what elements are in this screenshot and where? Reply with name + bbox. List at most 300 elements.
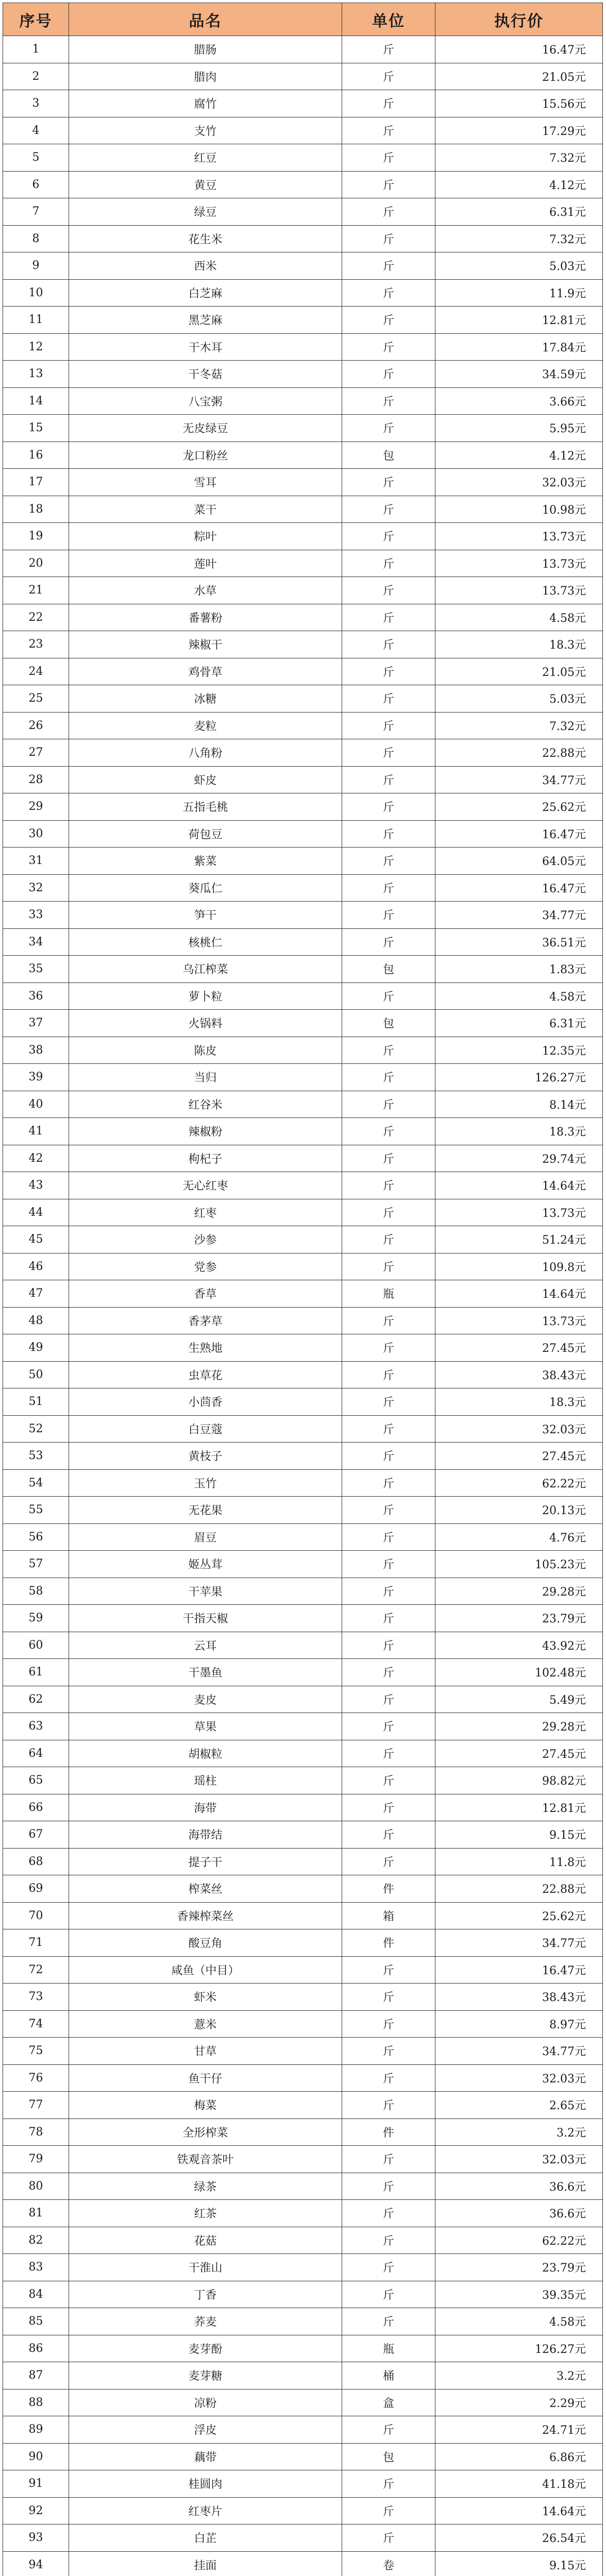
row-product-name: 粽叶 [69, 523, 342, 550]
row-unit: 斤 [342, 2497, 435, 2524]
row-price: 16.47元 [435, 820, 603, 848]
row-product-name: 干淮山 [69, 2254, 342, 2281]
table-row [3, 1253, 603, 1280]
row-product-name: 西米 [69, 252, 342, 280]
row-unit: 斤 [342, 307, 435, 334]
header-price: 执行价 [435, 3, 603, 36]
table-row [3, 1199, 603, 1226]
row-product-name: 浮皮 [69, 2416, 342, 2444]
row-product-name: 干冬菇 [69, 361, 342, 388]
row-unit: 件 [342, 2119, 435, 2146]
row-unit: 斤 [342, 2254, 435, 2281]
row-index: 81 [3, 2200, 69, 2227]
row-unit: 桶 [342, 2362, 435, 2389]
row-product-name: 当归 [69, 1064, 342, 1091]
row-unit: 包 [342, 2443, 435, 2470]
row-unit: 包 [342, 1010, 435, 1037]
row-product-name: 枸杞子 [69, 1145, 342, 1172]
row-price: 8.14元 [435, 1091, 603, 1118]
row-price: 17.29元 [435, 117, 603, 144]
row-unit: 斤 [342, 874, 435, 902]
row-unit: 斤 [342, 1064, 435, 1091]
table-row [3, 2335, 603, 2362]
table-row [3, 1010, 603, 1037]
row-product-name: 龙口粉丝 [69, 442, 342, 469]
row-unit: 斤 [342, 171, 435, 198]
row-product-name: 红谷米 [69, 1091, 342, 1118]
row-unit: 件 [342, 1929, 435, 1957]
row-index: 45 [3, 1226, 69, 1253]
row-price: 34.77元 [435, 2038, 603, 2065]
table-row [3, 2416, 603, 2444]
table-row [3, 577, 603, 604]
row-index: 58 [3, 1578, 69, 1605]
header-unit: 单位 [342, 3, 435, 36]
row-unit: 斤 [342, 982, 435, 1010]
row-product-name: 干指天椒 [69, 1605, 342, 1632]
row-unit: 斤 [342, 117, 435, 144]
table-row [3, 2443, 603, 2470]
row-product-name: 全形榨菜 [69, 2119, 342, 2146]
row-product-name: 藕带 [69, 2443, 342, 2470]
row-index: 86 [3, 2335, 69, 2362]
row-index: 59 [3, 1605, 69, 1632]
row-index: 35 [3, 956, 69, 983]
row-index: 2 [3, 63, 69, 90]
row-unit: 斤 [342, 1037, 435, 1064]
row-index: 33 [3, 902, 69, 929]
table-row [3, 2308, 603, 2335]
row-index: 88 [3, 2389, 69, 2416]
row-price: 21.05元 [435, 658, 603, 685]
row-unit: 斤 [342, 333, 435, 361]
row-price: 5.95元 [435, 415, 603, 442]
row-price: 29.28元 [435, 1713, 603, 1740]
table-row [3, 604, 603, 631]
row-product-name: 榨菜丝 [69, 1875, 342, 1903]
row-product-name: 红豆 [69, 144, 342, 172]
row-unit: 斤 [342, 2308, 435, 2335]
row-index: 91 [3, 2470, 69, 2498]
row-price: 126.27元 [435, 1064, 603, 1091]
row-unit: 斤 [342, 577, 435, 604]
row-price: 5.03元 [435, 685, 603, 713]
row-index: 23 [3, 631, 69, 658]
row-price: 62.22元 [435, 2227, 603, 2254]
row-unit: 斤 [342, 1091, 435, 1118]
table-row [3, 1226, 603, 1253]
row-index: 52 [3, 1415, 69, 1443]
row-index: 21 [3, 577, 69, 604]
row-product-name: 冰糖 [69, 685, 342, 713]
row-product-name: 辣椒干 [69, 631, 342, 658]
row-unit: 斤 [342, 387, 435, 415]
table-row [3, 225, 603, 252]
row-product-name: 无心红枣 [69, 1172, 342, 1199]
row-product-name: 白豆蔻 [69, 1415, 342, 1443]
row-unit: 斤 [342, 1118, 435, 1145]
row-price: 32.03元 [435, 1415, 603, 1443]
row-index: 93 [3, 2524, 69, 2552]
row-index: 24 [3, 658, 69, 685]
row-unit: 斤 [342, 928, 435, 956]
row-product-name: 萝卜粒 [69, 982, 342, 1010]
row-unit: 斤 [342, 766, 435, 793]
table-row [3, 956, 603, 983]
table-row [3, 1605, 603, 1632]
row-price: 11.9元 [435, 279, 603, 307]
row-price: 9.15元 [435, 2551, 603, 2576]
row-unit: 斤 [342, 496, 435, 523]
row-unit: 斤 [342, 1551, 435, 1578]
row-product-name: 生熟地 [69, 1334, 342, 1362]
row-price: 10.98元 [435, 496, 603, 523]
row-price: 41.18元 [435, 2470, 603, 2498]
table-row [3, 2389, 603, 2416]
row-index: 65 [3, 1767, 69, 1794]
table-header [3, 3, 603, 36]
row-unit: 斤 [342, 631, 435, 658]
row-price: 18.3元 [435, 1118, 603, 1145]
table-row [3, 1956, 603, 1984]
table-body [3, 36, 603, 2576]
row-unit: 斤 [342, 1361, 435, 1388]
row-unit: 斤 [342, 1794, 435, 1821]
row-index: 66 [3, 1794, 69, 1821]
row-index: 77 [3, 2092, 69, 2119]
row-unit: 斤 [342, 1740, 435, 1767]
row-index: 34 [3, 928, 69, 956]
row-price: 98.82元 [435, 1767, 603, 1794]
row-price: 17.84元 [435, 333, 603, 361]
row-index: 61 [3, 1659, 69, 1686]
row-product-name: 薏米 [69, 2010, 342, 2038]
row-price: 16.47元 [435, 36, 603, 63]
row-index: 14 [3, 387, 69, 415]
row-unit: 斤 [342, 712, 435, 739]
row-index: 47 [3, 1280, 69, 1308]
row-product-name: 雪耳 [69, 469, 342, 496]
row-price: 51.24元 [435, 1226, 603, 1253]
table-row [3, 1821, 603, 1849]
row-index: 67 [3, 1821, 69, 1849]
table-row [3, 1118, 603, 1145]
row-unit: 斤 [342, 685, 435, 713]
row-product-name: 火锅料 [69, 1010, 342, 1037]
row-product-name: 花菇 [69, 2227, 342, 2254]
row-index: 48 [3, 1307, 69, 1334]
table-row [3, 171, 603, 198]
header-index: 序号 [3, 3, 69, 36]
row-index: 57 [3, 1551, 69, 1578]
row-unit: 斤 [342, 1199, 435, 1226]
row-product-name: 笋干 [69, 902, 342, 929]
row-unit: 斤 [342, 1686, 435, 1713]
row-product-name: 乌江榨菜 [69, 956, 342, 983]
table-row [3, 2092, 603, 2119]
row-product-name: 菜干 [69, 496, 342, 523]
row-price: 11.8元 [435, 1848, 603, 1875]
row-price: 9.15元 [435, 1821, 603, 1849]
row-index: 11 [3, 307, 69, 334]
row-index: 79 [3, 2146, 69, 2173]
table-row [3, 1469, 603, 1497]
table-row [3, 2038, 603, 2065]
row-unit: 斤 [342, 1253, 435, 1280]
row-price: 14.64元 [435, 1280, 603, 1308]
row-product-name: 干苹果 [69, 1578, 342, 1605]
row-unit: 斤 [342, 1388, 435, 1416]
table-row [3, 1848, 603, 1875]
row-unit: 斤 [342, 90, 435, 117]
row-product-name: 云耳 [69, 1632, 342, 1659]
row-unit: 斤 [342, 469, 435, 496]
row-product-name: 草果 [69, 1713, 342, 1740]
row-price: 64.05元 [435, 848, 603, 875]
table-row [3, 2119, 603, 2146]
row-unit: 斤 [342, 279, 435, 307]
row-unit: 斤 [342, 2524, 435, 2552]
row-price: 3.2元 [435, 2362, 603, 2389]
table-row [3, 928, 603, 956]
row-index: 12 [3, 333, 69, 361]
row-price: 27.45元 [435, 1740, 603, 1767]
row-price: 7.32元 [435, 144, 603, 172]
row-price: 1.83元 [435, 956, 603, 983]
row-unit: 斤 [342, 848, 435, 875]
row-unit: 斤 [342, 2064, 435, 2092]
table-row [3, 252, 603, 280]
row-product-name: 鸡骨草 [69, 658, 342, 685]
row-price: 18.3元 [435, 631, 603, 658]
row-price: 22.88元 [435, 739, 603, 767]
row-index: 28 [3, 766, 69, 793]
row-price: 3.2元 [435, 2119, 603, 2146]
row-product-name: 眉豆 [69, 1523, 342, 1551]
row-product-name: 麦皮 [69, 1686, 342, 1713]
row-product-name: 白芷 [69, 2524, 342, 2552]
row-unit: 斤 [342, 1307, 435, 1334]
row-product-name: 白芝麻 [69, 279, 342, 307]
row-price: 32.03元 [435, 469, 603, 496]
row-product-name: 香辣榨菜丝 [69, 1902, 342, 1929]
row-unit: 斤 [342, 1605, 435, 1632]
row-price: 13.73元 [435, 577, 603, 604]
row-product-name: 海带结 [69, 1821, 342, 1849]
row-price: 5.03元 [435, 252, 603, 280]
row-unit: 斤 [342, 1956, 435, 1984]
row-unit: 斤 [342, 550, 435, 577]
row-product-name: 瑶柱 [69, 1767, 342, 1794]
row-unit: 斤 [342, 1497, 435, 1524]
row-index: 40 [3, 1091, 69, 1118]
table-row [3, 144, 603, 172]
row-product-name: 花生米 [69, 225, 342, 252]
row-product-name: 红枣 [69, 1199, 342, 1226]
row-price: 4.58元 [435, 982, 603, 1010]
row-unit: 包 [342, 442, 435, 469]
row-index: 6 [3, 171, 69, 198]
table-row [3, 1578, 603, 1605]
row-unit: 斤 [342, 1523, 435, 1551]
row-price: 4.76元 [435, 1523, 603, 1551]
row-unit: 斤 [342, 415, 435, 442]
row-price: 12.81元 [435, 307, 603, 334]
row-unit: 斤 [342, 793, 435, 821]
row-price: 16.47元 [435, 874, 603, 902]
row-price: 23.79元 [435, 2254, 603, 2281]
row-index: 3 [3, 90, 69, 117]
row-product-name: 绿茶 [69, 2173, 342, 2200]
row-product-name: 香茅草 [69, 1307, 342, 1334]
table-row [3, 2200, 603, 2227]
row-product-name: 荷包豆 [69, 820, 342, 848]
row-product-name: 支竹 [69, 117, 342, 144]
row-unit: 斤 [342, 1848, 435, 1875]
row-index: 1 [3, 36, 69, 63]
row-product-name: 八宝粥 [69, 387, 342, 415]
row-index: 17 [3, 469, 69, 496]
row-index: 80 [3, 2173, 69, 2200]
table-row [3, 1361, 603, 1388]
table-row [3, 63, 603, 90]
table-row [3, 739, 603, 767]
table-row [3, 1523, 603, 1551]
table-row [3, 361, 603, 388]
row-price: 43.92元 [435, 1632, 603, 1659]
row-index: 72 [3, 1956, 69, 1984]
row-price: 62.22元 [435, 1469, 603, 1497]
row-index: 38 [3, 1037, 69, 1064]
row-product-name: 黄豆 [69, 171, 342, 198]
row-price: 4.58元 [435, 2308, 603, 2335]
row-unit: 斤 [342, 36, 435, 63]
row-unit: 斤 [342, 2092, 435, 2119]
row-unit: 斤 [342, 1713, 435, 1740]
table-row [3, 1551, 603, 1578]
row-index: 18 [3, 496, 69, 523]
row-unit: 斤 [342, 1632, 435, 1659]
row-product-name: 虾米 [69, 1984, 342, 2011]
row-index: 4 [3, 117, 69, 144]
row-index: 82 [3, 2227, 69, 2254]
table-row [3, 685, 603, 713]
row-price: 6.31元 [435, 198, 603, 226]
row-index: 51 [3, 1388, 69, 1416]
table-row [3, 1064, 603, 1091]
row-index: 41 [3, 1118, 69, 1145]
row-index: 22 [3, 604, 69, 631]
row-price: 25.62元 [435, 1902, 603, 1929]
table-row [3, 982, 603, 1010]
table-row [3, 2362, 603, 2389]
table-row [3, 1713, 603, 1740]
row-price: 14.64元 [435, 1172, 603, 1199]
row-index: 85 [3, 2308, 69, 2335]
row-product-name: 辣椒粉 [69, 1118, 342, 1145]
row-unit: 斤 [342, 2227, 435, 2254]
row-index: 71 [3, 1929, 69, 1957]
row-price: 2.65元 [435, 2092, 603, 2119]
row-unit: 斤 [342, 2281, 435, 2308]
row-index: 56 [3, 1523, 69, 1551]
table-row [3, 766, 603, 793]
row-price: 38.43元 [435, 1984, 603, 2011]
table-row [3, 36, 603, 63]
row-unit: 斤 [342, 1984, 435, 2011]
table-row [3, 820, 603, 848]
row-price: 13.73元 [435, 550, 603, 577]
table-row [3, 550, 603, 577]
table-row [3, 1091, 603, 1118]
table-row [3, 1388, 603, 1416]
table-row [3, 2524, 603, 2552]
row-unit: 包 [342, 956, 435, 983]
table-row [3, 1037, 603, 1064]
table-row [3, 1740, 603, 1767]
row-index: 32 [3, 874, 69, 902]
row-product-name: 麦粒 [69, 712, 342, 739]
row-product-name: 梅菜 [69, 2092, 342, 2119]
table-row [3, 2064, 603, 2092]
row-index: 50 [3, 1361, 69, 1388]
row-product-name: 鱼干仔 [69, 2064, 342, 2092]
row-index: 42 [3, 1145, 69, 1172]
row-product-name: 挂面 [69, 2551, 342, 2576]
row-price: 105.23元 [435, 1551, 603, 1578]
row-price: 5.49元 [435, 1686, 603, 1713]
row-product-name: 小茴香 [69, 1388, 342, 1416]
row-unit: 斤 [342, 604, 435, 631]
row-product-name: 玉竹 [69, 1469, 342, 1497]
row-index: 90 [3, 2443, 69, 2470]
row-price: 21.05元 [435, 63, 603, 90]
row-index: 89 [3, 2416, 69, 2444]
table-row [3, 874, 603, 902]
row-index: 64 [3, 1740, 69, 1767]
row-index: 46 [3, 1253, 69, 1280]
row-index: 29 [3, 793, 69, 821]
row-index: 30 [3, 820, 69, 848]
table-row [3, 523, 603, 550]
row-index: 27 [3, 739, 69, 767]
table-row [3, 1280, 603, 1308]
row-product-name: 酸豆角 [69, 1929, 342, 1957]
row-unit: 斤 [342, 523, 435, 550]
row-index: 5 [3, 144, 69, 172]
row-product-name: 干墨鱼 [69, 1659, 342, 1686]
row-unit: 斤 [342, 198, 435, 226]
row-price: 29.74元 [435, 1145, 603, 1172]
table-row [3, 902, 603, 929]
row-index: 44 [3, 1199, 69, 1226]
table-row [3, 90, 603, 117]
row-price: 26.54元 [435, 2524, 603, 2552]
row-product-name: 陈皮 [69, 1037, 342, 1064]
row-unit: 斤 [342, 1334, 435, 1362]
row-product-name: 凉粉 [69, 2389, 342, 2416]
row-index: 7 [3, 198, 69, 226]
row-product-name: 麦芽酚 [69, 2335, 342, 2362]
table-row [3, 848, 603, 875]
row-unit: 斤 [342, 902, 435, 929]
row-index: 73 [3, 1984, 69, 2011]
table-row [3, 1794, 603, 1821]
row-price: 102.48元 [435, 1659, 603, 1686]
row-product-name: 麦芽糖 [69, 2362, 342, 2389]
table-row [3, 2497, 603, 2524]
row-price: 38.43元 [435, 1361, 603, 1388]
